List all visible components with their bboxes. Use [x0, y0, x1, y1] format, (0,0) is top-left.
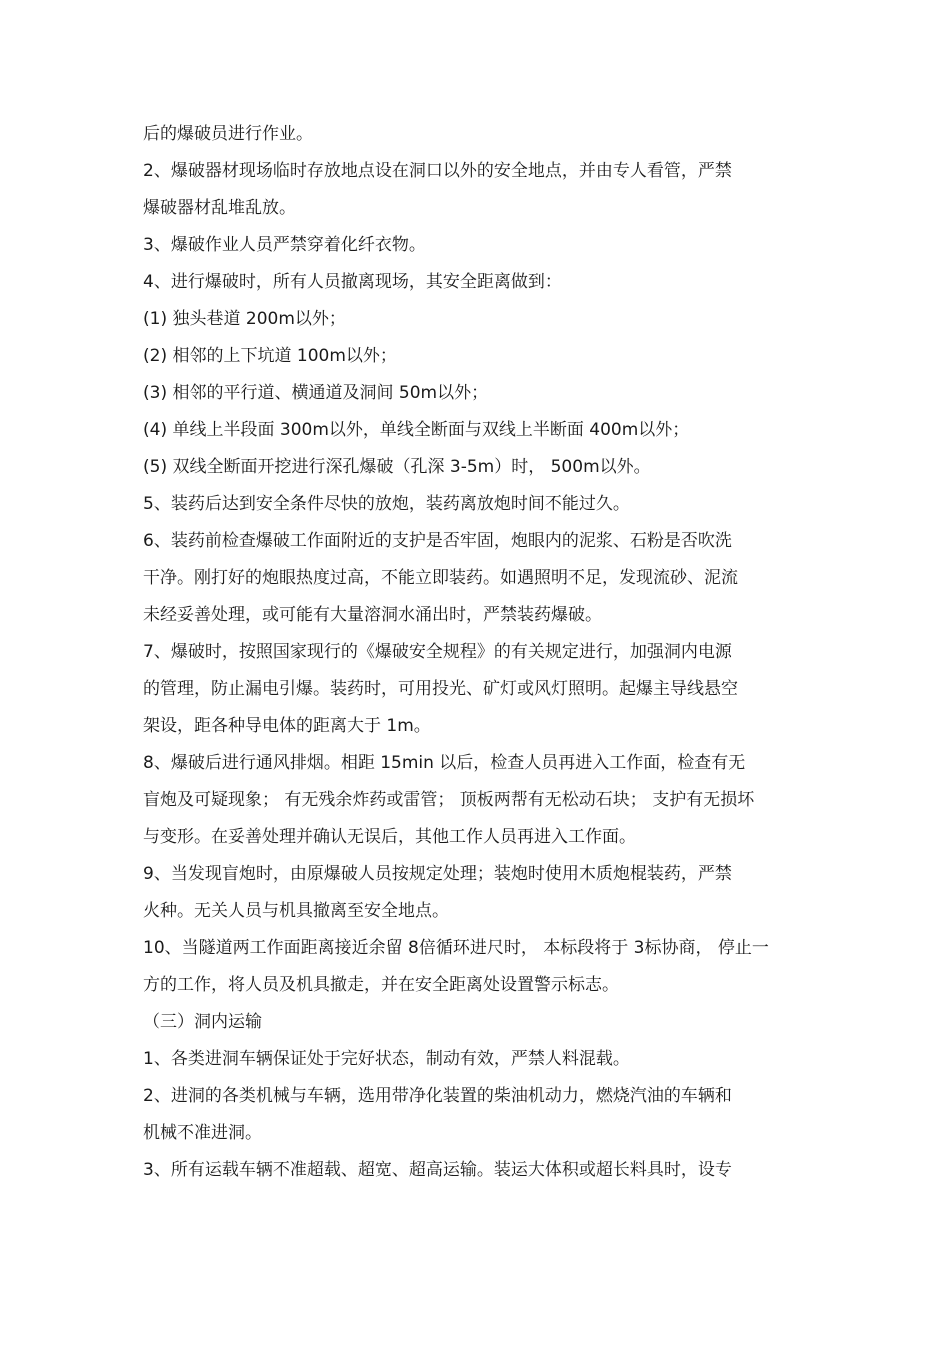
text-line: 的管理，防止漏电引爆。装药时，可用投光、矿灯或风灯照明。起爆主导线悬空	[143, 679, 738, 699]
text-line: 方的工作，将人员及机具撤走，并在安全距离处设置警示标志。	[143, 975, 619, 995]
text-line: 盲炮及可疑现象； 有无残余炸药或雷管； 顶板两帮有无松动石块； 支护有无损坏	[143, 790, 755, 810]
text-line: 8、爆破后进行通风排烟。相距 15min 以后，检查人员再进入工作面，检查有无	[143, 753, 746, 773]
text-line: 6、装药前检查爆破工作面附近的支护是否牢固，炮眼内的泥浆、石粉是否吹洗	[143, 531, 732, 551]
text-line: 架设，距各种导电体的距离大于 1m。	[143, 716, 431, 736]
document-body	[143, 119, 823, 1192]
text-line: 干净。刚打好的炮眼热度过高，不能立即装药。如遇照明不足，发现流砂、泥流	[143, 568, 738, 588]
text-line: 3、所有运载车辆不准超载、超宽、超高运输。装运大体积或超长料具时，设专	[143, 1160, 732, 1180]
text-line: (1) 独头巷道 200m以外；	[143, 309, 346, 329]
text-line: 1、各类进洞车辆保证处于完好状态，制动有效，严禁人料混载。	[143, 1049, 630, 1069]
text-line: 5、装药后达到安全条件尽快的放炮，装药离放炮时间不能过久。	[143, 494, 630, 514]
text-line: (2) 相邻的上下坑道 100m以外；	[143, 346, 397, 366]
section-heading: （三）洞内运输	[143, 1012, 262, 1032]
text-line: (4) 单线上半段面 300m以外，单线全断面与双线上半断面 400m以外；	[143, 420, 690, 440]
text-line: 7、爆破时，按照国家现行的《爆破安全规程》的有关规定进行，加强洞内电源	[143, 642, 732, 662]
text-line: 火种。无关人员与机具撤离至安全地点。	[143, 901, 449, 921]
text-line: 3、爆破作业人员严禁穿着化纤衣物。	[143, 235, 426, 255]
text-line: 4、进行爆破时，所有人员撤离现场，其安全距离做到：	[143, 272, 562, 292]
text-line: 2、进洞的各类机械与车辆，选用带净化装置的柴油机动力，燃烧汽油的车辆和	[143, 1086, 732, 1106]
text-line: (5) 双线全断面开挖进行深孔爆破（孔深 3-5m）时， 500m以外。	[143, 457, 651, 477]
text-line: 10、当隧道两工作面距离接近余留 8倍循环进尺时， 本标段将于 3标协商， 停止一	[143, 938, 769, 958]
text-line: 爆破器材乱堆乱放。	[143, 198, 296, 218]
text-line: 机械不准进洞。	[143, 1123, 262, 1143]
text-line: 后的爆破员进行作业。	[143, 124, 313, 144]
text-line: 未经妥善处理，或可能有大量溶洞水涌出时，严禁装药爆破。	[143, 605, 602, 625]
text-line: 9、当发现盲炮时，由原爆破人员按规定处理；装炮时使用木质炮棍装药，严禁	[143, 864, 732, 884]
text-line: 与变形。在妥善处理并确认无误后，其他工作人员再进入工作面。	[143, 827, 636, 847]
text-line: 2、爆破器材现场临时存放地点设在洞口以外的安全地点，并由专人看管，严禁	[143, 161, 732, 181]
text-line: (3) 相邻的平行道、横通道及洞间 50m以外；	[143, 383, 489, 403]
